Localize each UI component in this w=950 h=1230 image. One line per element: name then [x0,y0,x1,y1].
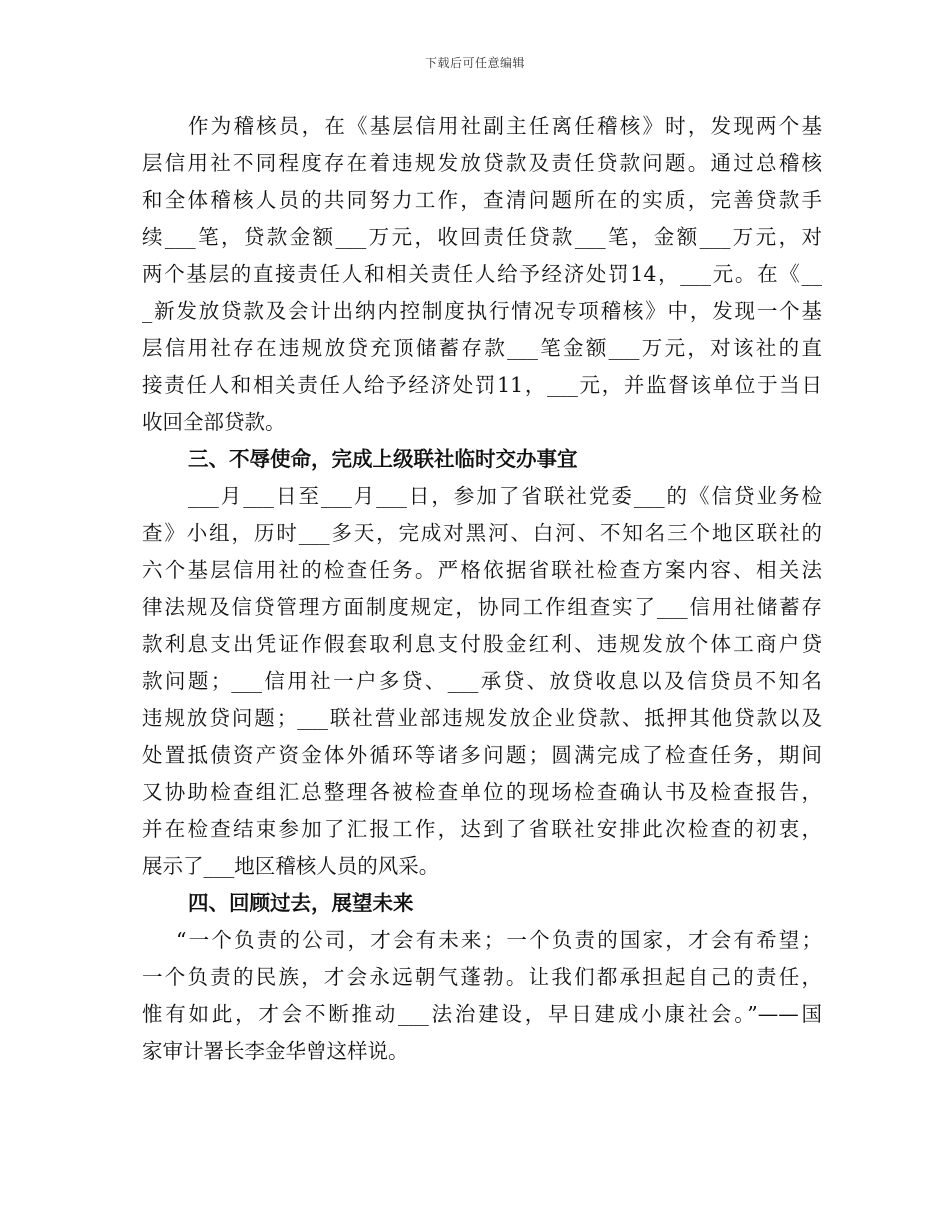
section-heading: 三、不辱使命，完成上级联社临时交办事宜 [188,447,578,471]
paragraph-line: 违规放贷问题；___联社营业部违规发放企业贷款、抵押其他贷款以及 [142,706,822,730]
paragraph-line: 层信用社不同程度存在着违规发放贷款及责任贷款问题。通过总稽核 [142,151,822,175]
paragraph-line: 款利息支出凭证作假套取利息支付股金红利、违规发放个体工商户贷 [142,632,822,656]
paragraph-line: 展示了___地区稽核人员的风采。 [142,854,440,878]
paragraph-line: 家审计署长李金华曾这样说。 [142,1039,409,1063]
paragraph-line: 收回全部贷款。 [142,410,286,434]
paragraph-line: 作为稽核员，在《基层信用社副主任离任稽核》时，发现两个基 [188,114,822,138]
paragraph-line: 一个负责的民族，才会永远朝气蓬勃。让我们都承担起自己的责任， [142,965,822,989]
paragraph-line: 并在检查结束参加了汇报工作，达到了省联社安排此次检查的初衷， [142,817,822,841]
paragraph-line: ___月___日至___月___日，参加了省联社党委___的《信贷业务检 [188,484,822,508]
paragraph-line: “一个负责的公司，才会有未来；一个负责的国家，才会有希望； [176,928,822,952]
document-body [142,108,822,1070]
paragraph-line: 续___笔，贷款金额___万元，收回责任贷款___笔，金额___万元，对 [142,225,822,249]
paragraph-line: 款问题；___信用社一户多贷、___承贷、放贷收息以及信贷员不知名 [142,669,822,693]
paragraph-line: 又协助检查组汇总整理各被检查单位的现场检查确认书及检查报告， [142,780,822,804]
section-heading: 四、回顾过去，展望未来 [188,891,414,915]
paragraph-line: 处置抵债资产资金体外循环等诸多问题；圆满完成了检查任务，期间 [142,743,822,767]
paragraph-line: 查》小组，历时___多天，完成对黑河、白河、不知名三个地区联社的 [142,521,822,545]
paragraph-line: 接责任人和相关责任人给予经济处罚11，___元，并监督该单位于当日 [142,373,822,397]
paragraph-line: 律法规及信贷管理方面制度规定，协同工作组查实了___信用社储蓄存 [142,595,822,619]
paragraph-line: 层信用社存在违规放贷充顶储蓄存款___笔金额___万元，对该社的直 [142,336,822,360]
paragraph-line: 和全体稽核人员的共同努力工作，查清问题所在的实质，完善贷款手 [142,188,822,212]
page-header-note: 下载后可任意编辑 [424,56,525,70]
paragraph-line: _新发放贷款及会计出纳内控制度执行情况专项稽核》中，发现一个基 [142,299,822,323]
paragraph-line: 六个基层信用社的检查任务。严格依据省联社检查方案内容、相关法 [142,558,822,582]
paragraph-line: 两个基层的直接责任人和相关责任人给予经济处罚14，___元。在《__ [142,262,822,286]
paragraph-line: 惟有如此，才会不断推动___法治建设，早日建成小康社会。”——国 [142,1002,822,1026]
